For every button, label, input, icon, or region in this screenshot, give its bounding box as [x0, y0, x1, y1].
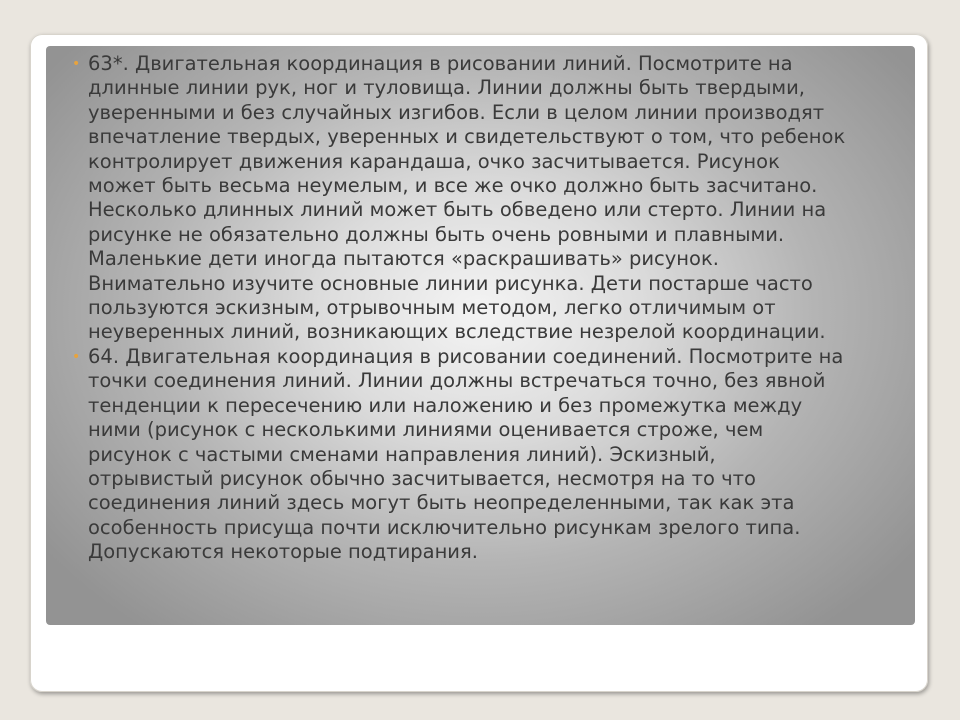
- text-line: соединения линий здесь могут быть неопределенными, так как эта: [88, 491, 795, 515]
- text-line: уверенными и без случайных изгибов. Если в целом линии производят: [88, 100, 825, 124]
- text-line: Маленькие дети иногда пытаются «раскрашивать» рисунок.: [88, 247, 719, 271]
- text-line: 64. Двигательная координация в рисовании соединений. Посмотрите на: [88, 344, 844, 368]
- bullet-item-64: [72, 345, 902, 565]
- bullet-marker-icon: •: [72, 56, 81, 72]
- text-line: отрывистый рисунок обычно засчитывается, несмотря на то что: [88, 466, 756, 490]
- text-line: пользуются эскизным, отрывочным методом, легко отличимым от: [88, 296, 776, 320]
- text-line: длинные линии рук, ног и туловища. Линии должны быть твердыми,: [88, 76, 805, 100]
- text-line: контролирует движения карандаша, очко засчитывается. Рисунок: [88, 149, 780, 173]
- text-line: ними (рисунок с несколькими линиями оценивается строже, чем: [88, 418, 764, 442]
- text-line: тенденции к пересечению или наложению и без промежутка между: [88, 393, 803, 417]
- text-line: впечатление твердых, уверенных и свидетельствуют о том, что ребенок: [88, 125, 846, 149]
- text-line: Внимательно изучите основные линии рисунка. Дети постарше часто: [88, 271, 813, 295]
- text-line: неуверенных линий, возникающих вследствие незрелой координации.: [88, 320, 826, 344]
- text-line: рисунке не обязательно должны быть очень ровными и плавными.: [88, 222, 785, 246]
- text-line: рисунок с частыми сменами направления линий). Эскизный,: [88, 442, 716, 466]
- text-line: точки соединения линий. Линии должны встречаться точно, без явной: [88, 369, 826, 393]
- bullet-item-63: [72, 52, 902, 345]
- text-line: Допускаются некоторые подтирания.: [88, 540, 478, 564]
- bullet-marker-icon: •: [72, 348, 81, 365]
- text-line: особенность присуща почти исключительно рисункам зрелого типа.: [88, 515, 801, 539]
- text-line: может быть весьма неумелым, и все же очко должно быть засчитано.: [88, 174, 818, 198]
- text-line: Несколько длинных линий может быть обведено или стерто. Линии на: [88, 198, 827, 222]
- text-line: 63*. Двигательная координация в рисовании линий. Посмотрите на: [88, 52, 793, 75]
- bullet-list: [72, 52, 902, 565]
